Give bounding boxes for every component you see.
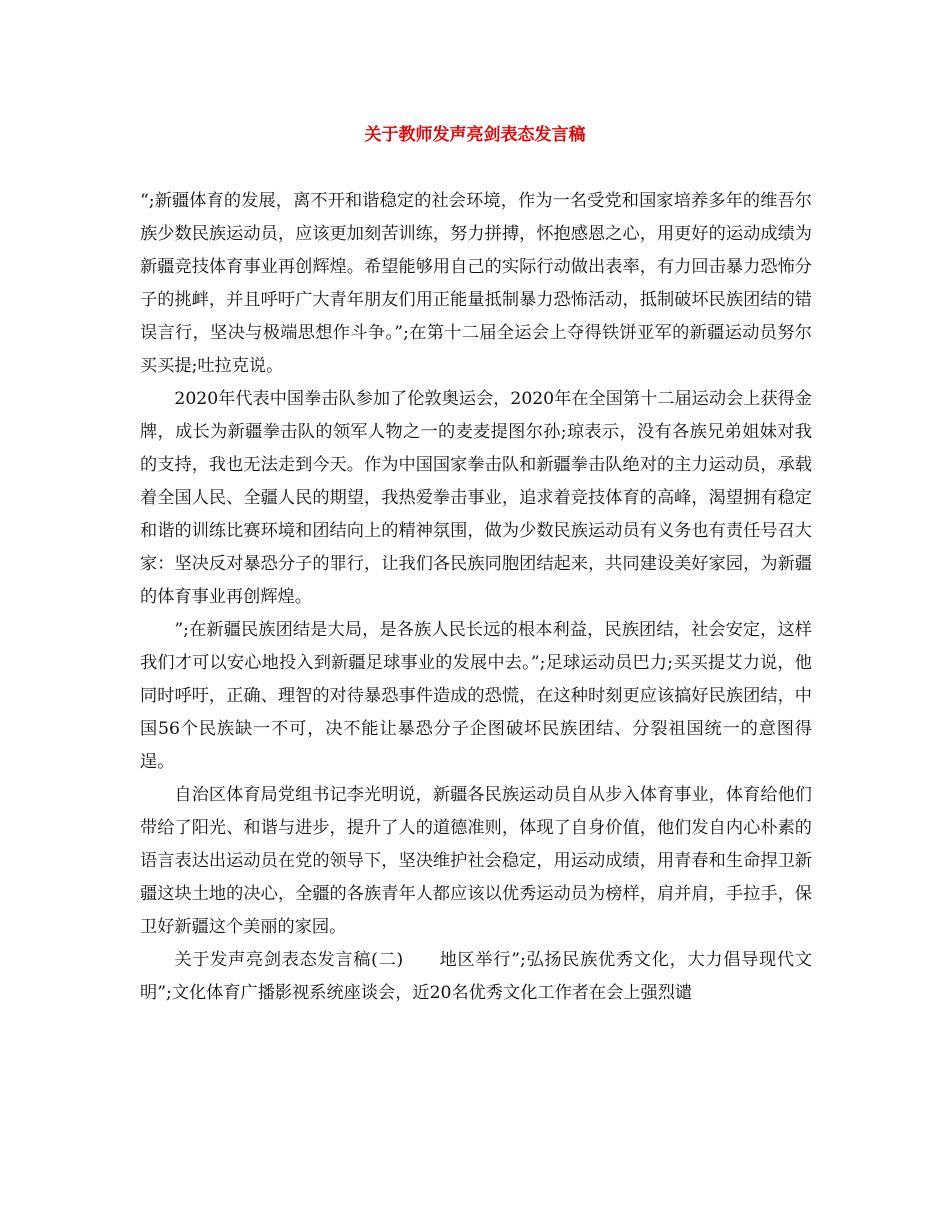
document-body <box>140 185 812 1010</box>
paragraph-1: “;新疆体育的发展，离不开和谐稳定的社会环境，作为一名受党和国家培养多年的维吾尔族少数民族运动员，应该更加刻苦训练，努力拼搏，怀抱感恩之心，用更好的运动成绩为新疆竞技体育事业再创辉煌。希望能够用自己的实际行动做出表率，有力回击暴力恐怖分子的挑衅，并且呼吁广大青年朋友们用正能量抵制暴力恐怖活动，抵制破坏民族团结的错误言行，坚决与极端思想作斗争。”;在第十二届全运会上夺得铁饼亚军的新疆运动员努尔买买提;吐拉克说。 <box>140 191 812 376</box>
paragraph-2: 2020年代表中国拳击队参加了伦敦奥运会，2020年在全国第十二届运动会上获得金牌，成长为新疆拳击队的领军人物之一的麦麦提图尔孙;琼表示，没有各族兄弟姐妹对我的支持，我也无法走到今天。作为中国国家拳击队和新疆拳击队绝对的主力运动员，承载着全国人民、全疆人民的期望，我热爱拳击事业，追求着竞技体育的高峰，渴望拥有稳定和谐的训练比赛环境和团结向上的精神氛围，做为少数民族运动员有义务也有责任号召大家：坚决反对暴恐分子的罪行，让我们各民族同胞团结起来，共同建设美好家园，为新疆的体育事业再创辉煌。 <box>140 389 812 607</box>
paragraph-5: 关于发声亮剑表态发言稿(二) 地区举行”;弘扬民族优秀文化，大力倡导现代文明”;文化体育广播影视系统座谈会，近20名优秀文化工作者在会上强烈谴 <box>140 950 812 1003</box>
paragraph-3: ”;在新疆民族团结是大局，是各族人民长远的根本利益，民族团结，社会安定，这样我们才可以安心地投入到新疆足球事业的发展中去。”;足球运动员巴力;买买提艾力说，他同时呼吁，正确、理智的对待暴恐事件造成的恐慌，在这种时刻更应该搞好民族团结，中国56个民族缺一不可，决不能让暴恐分子企图破坏民族团结、分裂祖国统一的意图得逞。 <box>140 620 812 772</box>
document-title: 关于教师发声亮剑表态发言稿 <box>364 125 586 145</box>
paragraph-4: 自治区体育局党组书记李光明说，新疆各民族运动员自从步入体育事业，体育给他们带给了阳光、和谐与进步，提升了人的道德准则，体现了自身价值，他们发自内心朴素的语言表达出运动员在党的领导下，坚决维护社会稳定，用运动成绩，用青春和生命捍卫新疆这块土地的决心，全疆的各族青年人都应该以优秀运动员为榜样，肩并肩，手拉手，保卫好新疆这个美丽的家园。 <box>140 785 812 937</box>
